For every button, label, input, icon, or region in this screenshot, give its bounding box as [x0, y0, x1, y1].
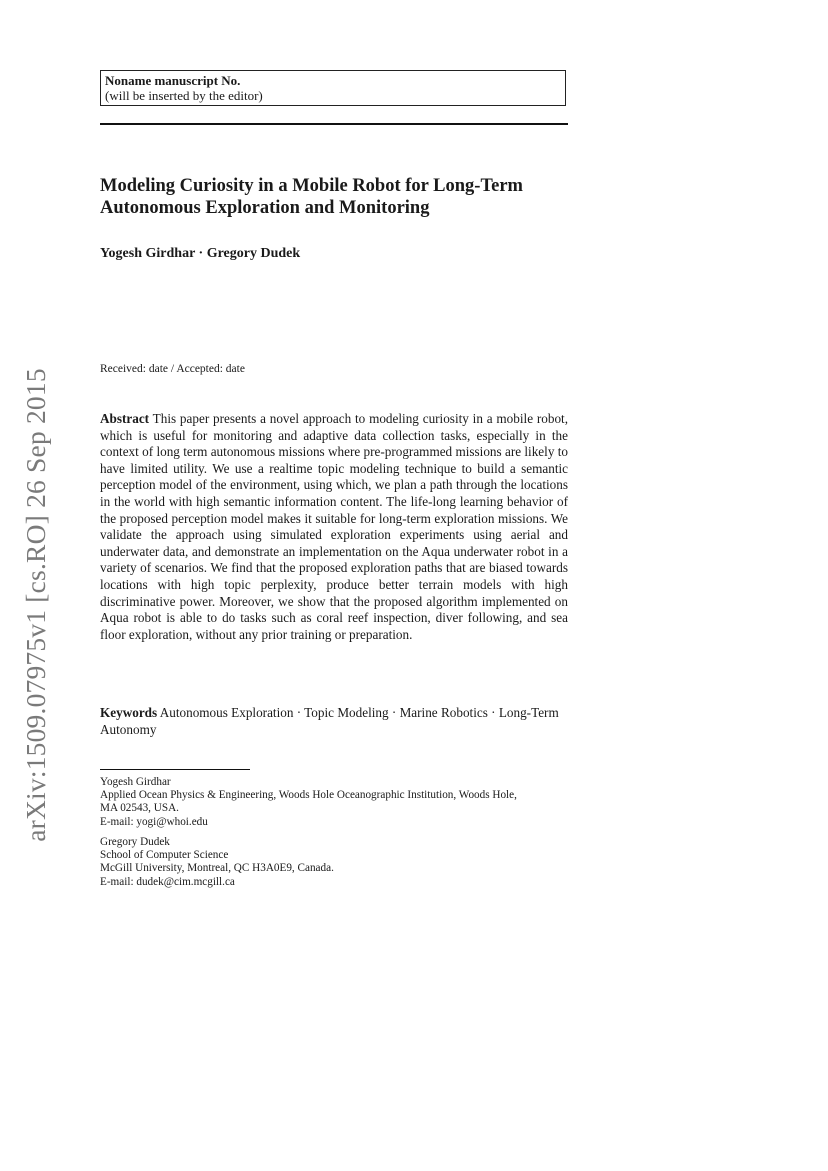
- footnote-email: E-mail: yogi@whoi.edu: [100, 815, 208, 828]
- keywords-label: Keywords: [100, 705, 158, 720]
- header-rule: [100, 123, 568, 125]
- footnote-affiliation-line: Applied Ocean Physics & Engineering, Woods Hole Oceanographic Institution, Woods Hole,: [100, 789, 517, 802]
- footnote-affiliation-1: [100, 776, 570, 829]
- abstract-text: This paper presents a novel approach to modeling curiosity in a mobile robot, which is useful for monitoring and adaptive data collection tasks, especially in the context of long term autonomous missions where pre-programmed missions are likely to have limited utility. We use a realtime topic modeling technique to build a semantic perception model of the environment, using which, we plan a path through the locations in the world with high semantic information content. The life-long learning behavior of the proposed perception model makes it suitable for long-term exploration missions. We validate the approach using simulated exploration experiments using aerial and underwater data, and demonstrate an implementation on the Aqua underwater robot in a variety of scenarios. We find that the proposed exploration paths that are biased towards locations with high topic perplexity, produce better terrain models with high discriminative power. Moreover, we show that the proposed algorithm implemented on Aqua robot is able to do tasks such as coral reef inspection, diver following, and sea floor exploration, without any prior training or preparation.: [100, 411, 569, 642]
- footnote-affiliation-2: [100, 836, 570, 889]
- arxiv-stamp: arXiv:1509.07975v1 [cs.RO] 26 Sep 2015: [20, 368, 51, 842]
- keywords-text: Autonomous Exploration · Topic Modeling · Marine Robotics · Long-Term Autonomy: [100, 705, 559, 737]
- footnote-affiliation-line: School of Computer Science: [100, 849, 229, 862]
- paper-title: [100, 175, 580, 219]
- title-line-2: Autonomous Exploration and Monitoring: [100, 198, 430, 218]
- editor-notice-box: [100, 70, 566, 106]
- abstract-label: Abstract: [100, 411, 150, 426]
- abstract: [100, 411, 568, 643]
- footnote-affiliation-line: McGill University, Montreal, QC H3A0E9, Canada.: [100, 862, 334, 875]
- footnote-author-name: Yogesh Girdhar: [100, 776, 171, 788]
- footnote-rule: [100, 769, 250, 770]
- author-list: Yogesh Girdhar · Gregory Dudek: [100, 246, 301, 261]
- footnote-email: E-mail: dudek@cim.mcgill.ca: [100, 875, 235, 888]
- keywords: [100, 705, 568, 738]
- manuscript-number: Noname manuscript No.: [105, 73, 241, 88]
- editor-note: (will be inserted by the editor): [105, 88, 263, 103]
- footnote-author-name: Gregory Dudek: [100, 836, 170, 848]
- title-line-1: Modeling Curiosity in a Mobile Robot for Long-Term: [100, 176, 523, 196]
- received-date: Received: date / Accepted: date: [100, 363, 245, 375]
- footnote-affiliation-line: MA 02543, USA.: [100, 802, 179, 815]
